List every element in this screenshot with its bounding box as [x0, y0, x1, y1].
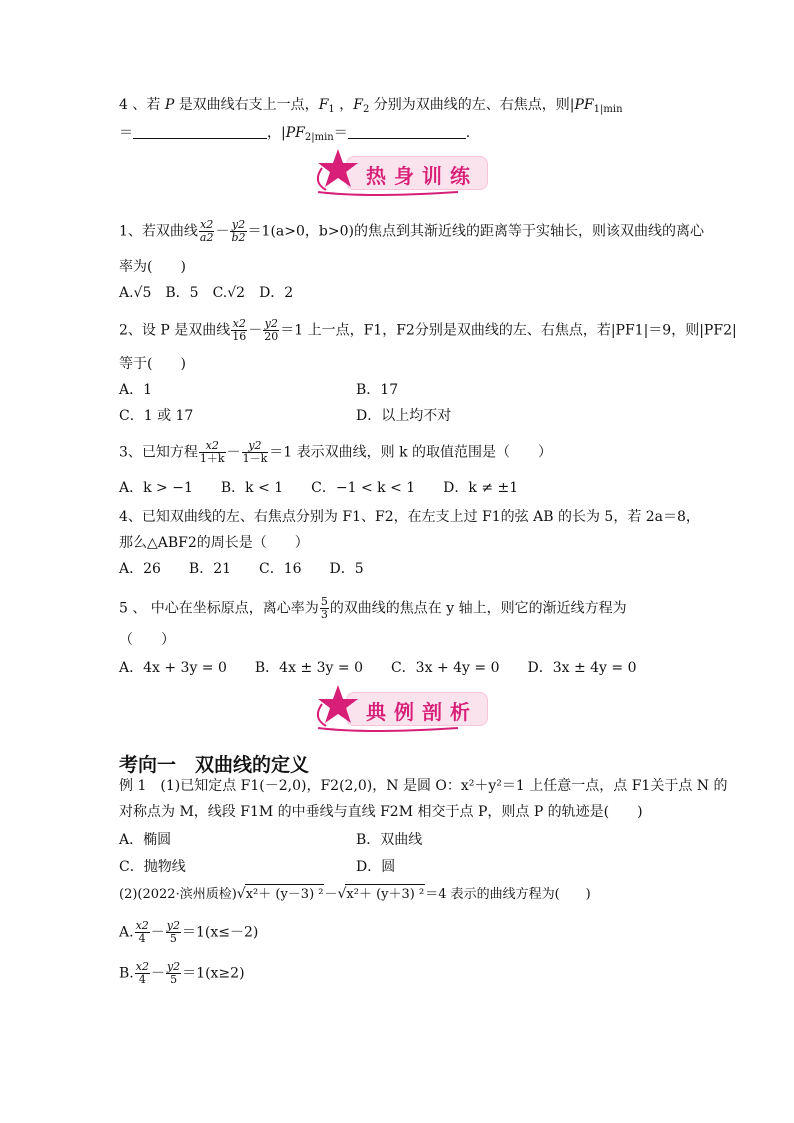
denominator: 5: [170, 973, 178, 986]
q4-line-2: 那么△ABF2的周长是（ ）: [119, 535, 309, 551]
numerator: x2: [135, 960, 149, 973]
q1-text: 1、若双曲线: [119, 223, 198, 240]
denominator: 3: [320, 608, 328, 621]
numerator: 5: [320, 595, 328, 608]
intro-text: 是双曲线右支上一点，: [178, 97, 319, 113]
star-icon: [316, 148, 360, 190]
sqrt-expression: x²＋ (y－3) ²: [245, 884, 325, 905]
q2-line-2: 等于( ): [119, 356, 186, 372]
subscript: 2: [304, 132, 312, 143]
numerator: x2: [135, 919, 149, 932]
subscript: 1: [328, 104, 335, 115]
q5-text: 的双曲线的焦点在 y 轴上，则它的渐近线方程为: [329, 600, 627, 617]
ex1-option-a2: [119, 920, 258, 945]
intro-line-1: [119, 95, 623, 120]
numerator: x2: [232, 317, 246, 330]
punct: ，: [339, 97, 354, 113]
denominator: 4: [138, 973, 146, 986]
subscript-min: |min: [311, 132, 334, 143]
q4-options: A．26 B．21 C．16 D．5: [119, 561, 364, 577]
q1-line-2: 率为( ): [119, 259, 186, 275]
sqrt-icon: √: [337, 886, 347, 902]
q2-option-d: D．以上均不对: [356, 408, 452, 424]
numerator: y2: [231, 218, 246, 231]
q3-options: A．k > −1 B．k < 1 C．−1 < k < 1 D．k ≠ ±1: [119, 480, 519, 496]
var-pf2: PF: [285, 125, 305, 141]
punct: ，|: [267, 125, 286, 141]
ex1-option-b: B．双曲线: [356, 832, 423, 848]
numerator: y2: [166, 960, 181, 973]
var-pf1: PF: [574, 97, 594, 113]
answer-blank-1[interactable]: [133, 124, 267, 139]
part2-text: ＝4 表示的曲线方程为( ): [425, 887, 591, 902]
option-label: B.: [119, 965, 134, 982]
denominator: 5: [169, 932, 177, 945]
q2-text: ＝1 上一点，F1，F2分别是双曲线的左、右焦点，若|PF1|＝9，则|PF2|: [280, 322, 737, 339]
var-f2: F: [353, 97, 363, 113]
minus: －: [215, 223, 230, 240]
equals: ＝: [119, 125, 133, 141]
q2-line-1: [119, 318, 737, 343]
intro-line-2: [119, 123, 470, 148]
denominator: b2: [231, 231, 246, 244]
fraction: [199, 440, 226, 465]
fraction: [135, 920, 150, 945]
fraction: [166, 961, 181, 986]
answer-blank-2[interactable]: [348, 124, 466, 139]
intro-text: 4 、若: [119, 97, 161, 113]
q3-line-1: [119, 440, 552, 465]
denominator: 16: [232, 330, 247, 343]
option-label: A.: [119, 924, 134, 941]
var-f1: F: [318, 97, 329, 113]
q5-text: 5 、 中心在坐标原点，离心率为: [119, 600, 319, 617]
numerator: x2: [200, 218, 214, 231]
option-text: ＝1(x≤－2): [181, 924, 259, 941]
equals: ＝: [333, 125, 348, 141]
banner-title: 热身训练: [366, 164, 478, 188]
q3-text: ＝1 表示双曲线，则 k 的取值范围是（ ）: [269, 444, 553, 461]
fraction: [231, 318, 247, 343]
q5-options: A．4x + 3y = 0 B．4x ± 3y = 0 C．3x + 4y = 0 D．3x ± 4y = 0: [119, 660, 637, 676]
ex1-option-c: C．抛物线: [119, 859, 186, 875]
q2-text: 2、设 P 是双曲线: [119, 322, 231, 339]
numerator: x2: [199, 440, 226, 453]
star-icon: [316, 684, 360, 726]
fraction: [135, 961, 150, 986]
q2-option-b: B．17: [356, 382, 399, 398]
numerator: y2: [264, 317, 278, 330]
option-text: ＝1(x≥2): [182, 965, 245, 982]
q1-line-1: [119, 219, 704, 244]
fraction: [199, 219, 215, 244]
q4-line-1: 4、已知双曲线的左、右焦点分别为 F1、F2，在左支上过 F1的弦 AB 的长为 5，若 2a＝8，: [119, 509, 700, 525]
q1-text: ＝1(a>0，b>0)的焦点到其渐近线的距离等于实轴长，则该双曲线的离心: [247, 223, 704, 240]
denominator: 1－k: [242, 452, 268, 465]
subscript: 1: [593, 104, 601, 115]
q1-options: A.√5 B．5 C.√2 D．2: [119, 285, 294, 301]
denominator: a2: [199, 231, 214, 244]
q2-option-a: A．1: [119, 382, 153, 398]
ex1-line-1: 例 1 (1)已知定点 F1(－2,0)，F2(2,0)，N 是圆 O：x²＋y²＝1 上任意一点，点 F1关于点 N 的: [119, 778, 728, 794]
denominator: 4: [138, 932, 146, 945]
section-banner-warmup: [308, 148, 498, 198]
numerator: y2: [166, 919, 180, 932]
ex1-part2: [119, 884, 591, 905]
section-banner-examples: [308, 684, 498, 734]
intro-text: 分别为双曲线的左、右焦点，则|: [373, 97, 575, 113]
q3-text: 3、已知方程: [119, 444, 198, 461]
q5-line-2: （ ）: [119, 632, 175, 648]
ex1-option-b2: [119, 961, 245, 986]
var-p: P: [164, 97, 175, 113]
minus: －: [150, 965, 165, 982]
numerator: y2: [242, 440, 269, 453]
denominator: 1＋k: [199, 452, 225, 465]
minus: －: [150, 924, 165, 941]
sqrt-icon: √: [236, 886, 246, 902]
banner-title: 典例剖析: [366, 700, 478, 724]
punct: .: [465, 125, 471, 141]
denominator: 20: [264, 330, 279, 343]
q2-option-c: C．1 或 17: [119, 408, 194, 424]
q5-line-1: [119, 596, 627, 621]
ex1-option-d: D．圆: [356, 859, 396, 875]
fraction: [320, 596, 329, 621]
minus: －: [324, 887, 338, 902]
sqrt-expression: x²＋ (y＋3) ²: [345, 884, 425, 905]
fraction: [230, 219, 246, 244]
ex1-option-a: A．椭圆: [119, 832, 172, 848]
fraction: [263, 318, 279, 343]
subscript: 2: [362, 104, 370, 115]
minus: －: [226, 444, 241, 461]
section-heading: 考向一 双曲线的定义: [119, 754, 310, 776]
ex1-line-2: 对称点为 M，线段 F1M 的中垂线与直线 F2M 相交于点 P，则点 P 的轨迹是( ): [119, 804, 643, 820]
part2-source: (2)(2022·滨州质检): [119, 887, 237, 902]
fraction: [166, 920, 181, 945]
fraction: [242, 440, 269, 465]
minus: －: [248, 322, 263, 339]
subscript-min: |min: [600, 104, 623, 115]
